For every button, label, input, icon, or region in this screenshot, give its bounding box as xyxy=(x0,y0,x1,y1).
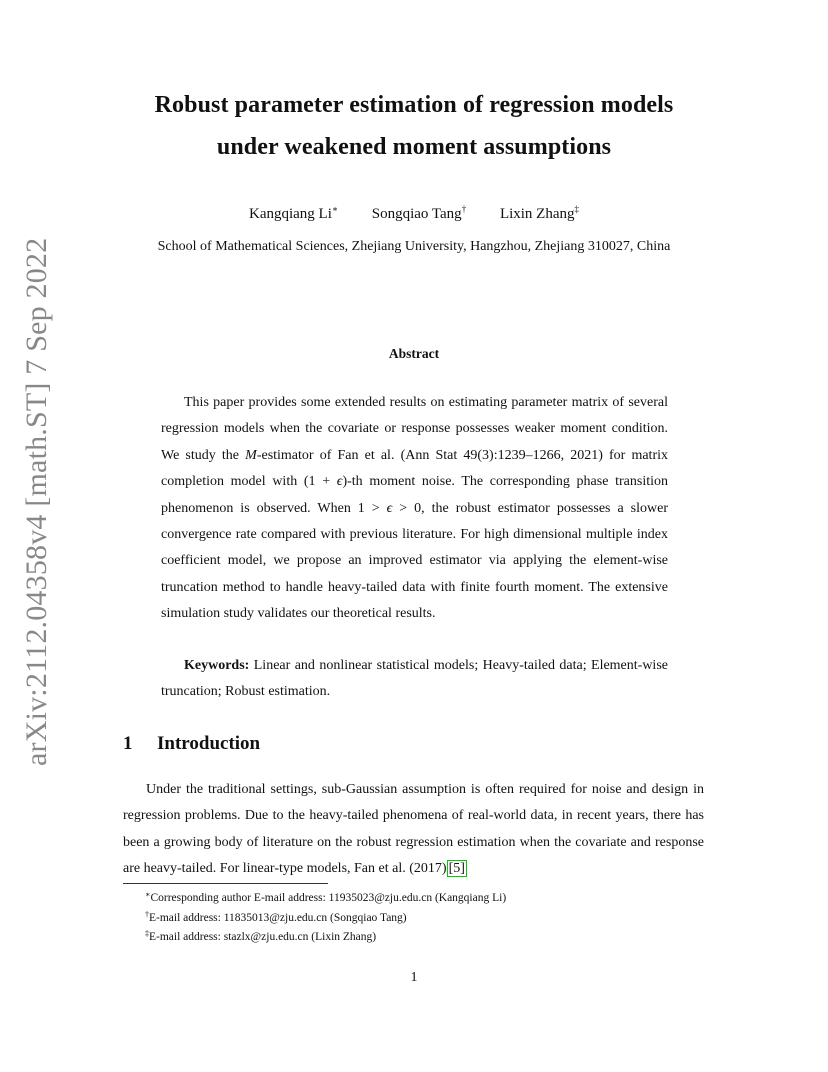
title-line-2: under weakened moment assumptions xyxy=(216,134,612,160)
intro-body xyxy=(123,777,704,883)
author-list xyxy=(0,204,828,223)
page-number: 1 xyxy=(410,970,418,985)
footnote-text: E-mail address: 11835013@zju.edu.cn (Songqiao Tang) xyxy=(149,911,407,924)
abstract-heading: Abstract xyxy=(388,346,440,361)
section-title: Introduction xyxy=(157,733,261,754)
author-li xyxy=(249,204,338,223)
footnotes xyxy=(123,887,704,946)
abstract-body xyxy=(161,390,668,628)
author-mark: ∗ xyxy=(331,204,339,214)
footnote-text: E-mail address: stazlx@zju.edu.cn (Lixin Zhang) xyxy=(149,931,377,943)
keywords-label: Keywords: xyxy=(184,658,250,673)
math-epsilon: ϵ xyxy=(386,500,393,516)
footnote-divider xyxy=(123,883,328,884)
author-mark: ‡ xyxy=(574,204,580,214)
keywords-text: Linear and nonlinear statistical models; Heavy-tailed data; Element-wise truncation; Robust estimation. xyxy=(161,658,668,700)
paper-title xyxy=(0,84,828,168)
arxiv-identifier: arXiv:2112.04358v4 [math.ST] 7 Sep 2022 xyxy=(20,237,53,766)
abstract-text-part4: > 0, the robust estimator possesses a slower convergence rate compared with previous literature. For high dimensional multiple index coefficient model, we propose an improved estimator via applying the element-wise truncation method to handle heavy-tailed data with finite fourth moment. The extensive simulation study validates our theoretical results. xyxy=(161,500,668,622)
citation-link[interactable]: [5] xyxy=(448,861,465,877)
footnote-item xyxy=(123,926,704,946)
author-name: Songqiao Tang xyxy=(371,206,462,222)
footnote-item xyxy=(123,887,704,907)
abstract-paragraph xyxy=(161,390,668,628)
footnote-item xyxy=(123,907,704,927)
math-epsilon: ϵ xyxy=(336,474,343,490)
footnote-mark: ∗ xyxy=(145,890,151,899)
footnote-mark: † xyxy=(145,909,149,919)
author-name: Lixin Zhang xyxy=(499,206,575,222)
author-name: Kangqiang Li xyxy=(248,206,332,222)
footnote-mark: ‡ xyxy=(145,929,149,938)
section-heading xyxy=(123,733,260,755)
section-number: 1 xyxy=(123,733,133,754)
intro-text: Under the traditional settings, sub-Gaussian assumption is often required for noise and design in regression problems. Due to the heavy-tailed phenomena of real-world data, in recent years, there has been a growing body of literature on the robust regression estimation when the covariate and response are heavy-tailed. For linear-type models, Fan et al. (2017) xyxy=(123,782,704,877)
author-mark: † xyxy=(461,204,467,214)
math-m-symbol: M xyxy=(245,447,257,463)
affiliation: School of Mathematical Sciences, Zhejiang University, Hangzhou, Zhejiang 310027, China xyxy=(157,239,671,254)
intro-paragraph xyxy=(123,777,704,883)
footnote-text: Corresponding author E-mail address: 11935023@zju.edu.cn (Kangqiang Li) xyxy=(150,892,507,904)
author-zhang xyxy=(500,204,579,223)
abstract-text-part1: This paper provides some extended results on estimating parameter matrix of several regression models when the covariate or response possesses weaker moment condition. We study the xyxy=(161,395,668,463)
keywords xyxy=(161,653,668,706)
abstract-text-part2: -estimator of Fan et al. (Ann Stat 49(3):1239–1266, 2021) for matrix completion model with (1 + xyxy=(161,447,668,490)
author-tang xyxy=(372,204,466,223)
abstract-text-part3: )-th moment noise. The corresponding phase transition phenomenon is observed. When 1 > xyxy=(161,474,668,516)
title-line-1: Robust parameter estimation of regression models xyxy=(154,92,674,118)
